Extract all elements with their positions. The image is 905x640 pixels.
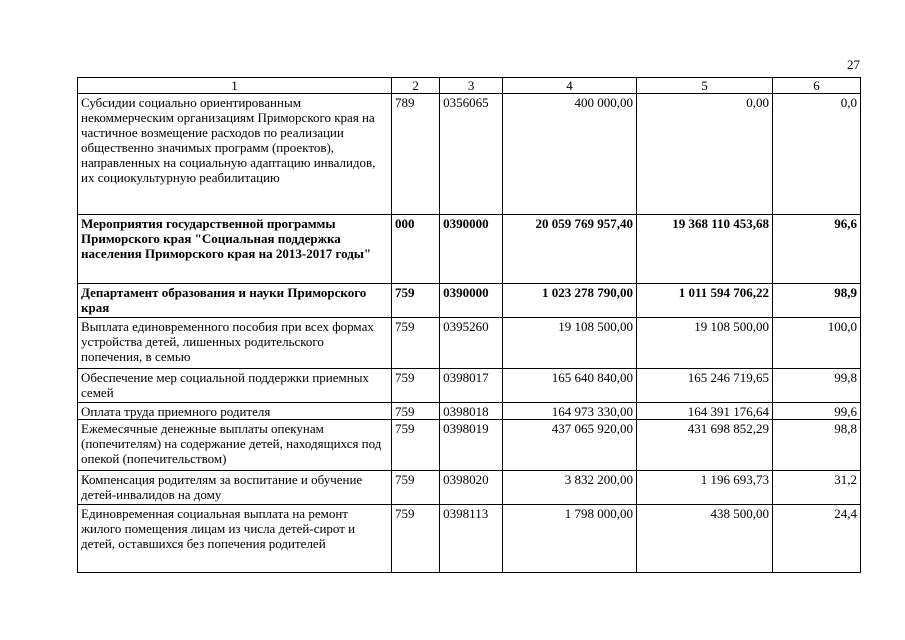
row-name: Департамент образования и науки Приморского края bbox=[78, 284, 392, 318]
row-percent: 100,0 bbox=[773, 318, 861, 369]
row-executed: 1 011 594 706,22 bbox=[636, 284, 772, 318]
row-ministry-code: 759 bbox=[392, 318, 440, 369]
table-row bbox=[78, 318, 861, 369]
row-name: Обеспечение мер социальной поддержки приемных семей bbox=[78, 369, 392, 403]
header-row bbox=[78, 78, 861, 94]
row-ministry-code: 000 bbox=[392, 215, 440, 284]
row-ministry-code: 759 bbox=[392, 403, 440, 420]
row-planned: 3 832 200,00 bbox=[502, 471, 636, 505]
row-planned: 164 973 330,00 bbox=[502, 403, 636, 420]
row-name: Компенсация родителям за воспитание и обучение детей-инвалидов на дому bbox=[78, 471, 392, 505]
row-executed: 438 500,00 bbox=[636, 505, 772, 573]
row-percent: 31,2 bbox=[773, 471, 861, 505]
row-target-code: 0390000 bbox=[440, 284, 503, 318]
row-planned: 165 640 840,00 bbox=[502, 369, 636, 403]
row-name: Ежемесячные денежные выплаты опекунам (попечителям) на содержание детей, находящихся под опекой (попечительством) bbox=[78, 420, 392, 471]
header-col-4: 4 bbox=[502, 78, 636, 94]
row-percent: 96,6 bbox=[773, 215, 861, 284]
row-name: Выплата единовременного пособия при всех формах устройства детей, лишенных родительского попечения, в семью bbox=[78, 318, 392, 369]
row-name: Субсидии социально ориентированным некоммерческим организациям Приморского края на частичное возмещение расходов по реализации общественно значимых программ (проектов), направленных на социальную адаптацию инвалидов, их социокультурную реабилитацию bbox=[78, 94, 392, 215]
table-row bbox=[78, 94, 861, 215]
row-percent: 0,0 bbox=[773, 94, 861, 215]
page-number: 27 bbox=[847, 57, 860, 72]
row-executed: 0,00 bbox=[636, 94, 772, 215]
row-name: Единовременная социальная выплата на ремонт жилого помещения лицам из числа детей-сирот и детей, оставшихся без попечения родителей bbox=[78, 505, 392, 573]
table-row bbox=[78, 215, 861, 284]
header-col-1: 1 bbox=[78, 78, 392, 94]
row-target-code: 0398017 bbox=[440, 369, 503, 403]
row-percent: 99,6 bbox=[773, 403, 861, 420]
row-target-code: 0398020 bbox=[440, 471, 503, 505]
row-planned: 1 023 278 790,00 bbox=[502, 284, 636, 318]
row-name: Оплата труда приемного родителя bbox=[78, 403, 392, 420]
row-percent: 24,4 bbox=[773, 505, 861, 573]
row-executed: 19 368 110 453,68 bbox=[636, 215, 772, 284]
row-planned: 400 000,00 bbox=[502, 94, 636, 215]
row-planned: 1 798 000,00 bbox=[502, 505, 636, 573]
row-ministry-code: 759 bbox=[392, 505, 440, 573]
row-percent: 98,9 bbox=[773, 284, 861, 318]
row-executed: 19 108 500,00 bbox=[636, 318, 772, 369]
row-planned: 19 108 500,00 bbox=[502, 318, 636, 369]
header-col-3: 3 bbox=[440, 78, 503, 94]
row-percent: 98,8 bbox=[773, 420, 861, 471]
row-target-code: 0398113 bbox=[440, 505, 503, 573]
row-name: Мероприятия государственной программы Приморского края "Социальная поддержка населения Приморского края на 2013-2017 годы" bbox=[78, 215, 392, 284]
row-ministry-code: 759 bbox=[392, 471, 440, 505]
budget-table bbox=[77, 77, 861, 573]
table-row bbox=[78, 471, 861, 505]
row-ministry-code: 789 bbox=[392, 94, 440, 215]
row-executed: 431 698 852,29 bbox=[636, 420, 772, 471]
row-ministry-code: 759 bbox=[392, 284, 440, 318]
table-row bbox=[78, 505, 861, 573]
row-executed: 1 196 693,73 bbox=[636, 471, 772, 505]
table-row bbox=[78, 403, 861, 420]
row-executed: 164 391 176,64 bbox=[636, 403, 772, 420]
row-planned: 20 059 769 957,40 bbox=[502, 215, 636, 284]
row-ministry-code: 759 bbox=[392, 420, 440, 471]
table-row bbox=[78, 420, 861, 471]
row-percent: 99,8 bbox=[773, 369, 861, 403]
row-target-code: 0395260 bbox=[440, 318, 503, 369]
table-row bbox=[78, 369, 861, 403]
row-target-code: 0398018 bbox=[440, 403, 503, 420]
header-col-6: 6 bbox=[773, 78, 861, 94]
row-target-code: 0390000 bbox=[440, 215, 503, 284]
row-target-code: 0398019 bbox=[440, 420, 503, 471]
row-planned: 437 065 920,00 bbox=[502, 420, 636, 471]
table-row bbox=[78, 284, 861, 318]
row-ministry-code: 759 bbox=[392, 369, 440, 403]
row-target-code: 0356065 bbox=[440, 94, 503, 215]
header-col-2: 2 bbox=[392, 78, 440, 94]
row-executed: 165 246 719,65 bbox=[636, 369, 772, 403]
header-col-5: 5 bbox=[636, 78, 772, 94]
